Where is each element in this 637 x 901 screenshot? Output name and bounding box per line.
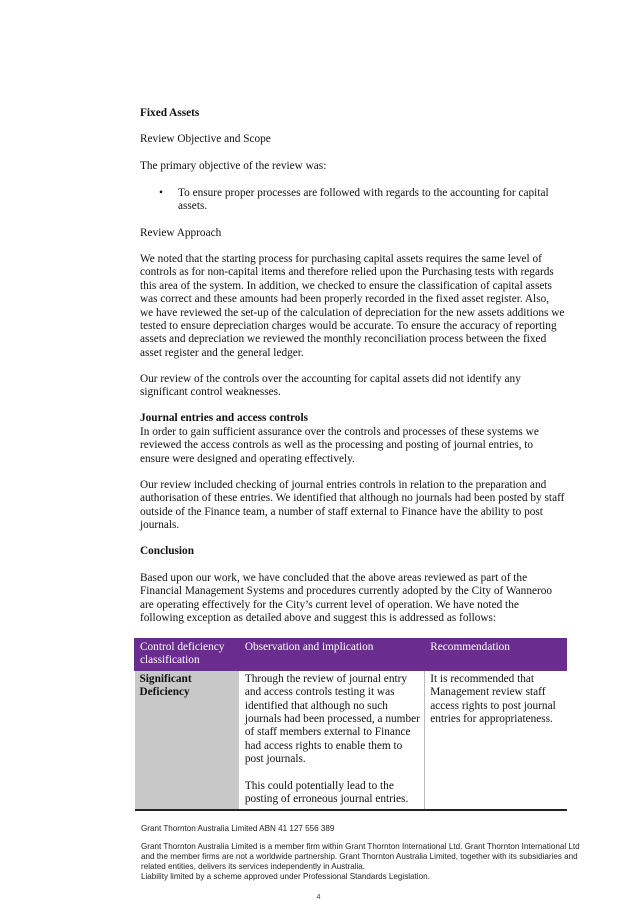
objective-intro: The primary objective of the review was: — [140, 160, 327, 172]
journal-entries-heading: Journal entries and access controls — [140, 412, 308, 424]
journal-entries-paragraph-1: In order to gain sufficient assurance over the controls and processes of these systems we reviewed the access controls as well as the processing and posting of journal entries, to ensure were designed and operating effectively. — [140, 426, 539, 465]
fixed-assets-heading: Fixed Assets — [140, 107, 200, 119]
conclusion-paragraph: Based upon our work, we have concluded that the above areas reviewed as part of the Financial Management Systems and procedures currently adopted by the City of Wanneroo are operating effectively for the City’s current level of operation. We have noted the following exception as detailed above and suggest this is addressed as follows: — [140, 572, 553, 625]
table-row — [135, 670, 567, 810]
objective-bullet-text: To ensure proper processes are followed with regards to the accounting for capital assets. — [178, 187, 549, 213]
bullet-icon: • — [159, 187, 163, 199]
approach-heading: Review Approach — [140, 227, 222, 239]
header-classification: Control deficiency classification — [135, 639, 240, 671]
header-observation: Observation and implication — [239, 639, 424, 671]
findings-table — [134, 638, 567, 811]
fixed-assets-finding: Our review of the controls over the accounting for capital assets did not identify any significant control weaknesses. — [140, 373, 521, 399]
classification-cell: Significant Deficiency — [135, 670, 240, 810]
footer-abn: Grant Thornton Australia Limited ABN 41 127 556 389 — [141, 824, 335, 833]
conclusion-heading: Conclusion — [140, 545, 194, 557]
approach-paragraph: We noted that the starting process for purchasing capital assets requires the same level of controls as for non-capital items and therefore relied upon the Purchasing tests with regards this area of the system. In addition, we checked to ensure the classification of capital assets was correct and these amounts had been properly recorded in the fixed asset register. Also, we have reviewed the set-up of the calculation of depreciation for the new assets additions we tested to ensure depreciation charges would be accurate. To ensure the accuracy of reporting assets and depreciation we reviewed the monthly reconciliation process between the fixed asset register and the general ledger. — [140, 253, 565, 359]
footer-disclaimer: Grant Thornton Australia Limited is a member firm within Grant Thornton International Ltd. Grant Thornton International Ltd and the member firms are not a worldwide partnership. Grant Thornton Australia Limited, together with its subsidiaries and related entities, delivers its services independently in Australia. — [141, 842, 580, 871]
footer-liability: Liability limited by a scheme approved under Professional Standards Legislation. — [141, 872, 430, 881]
implication-text: This could potentially lead to the posting of erroneous journal entries. — [244, 780, 409, 806]
objective-heading: Review Objective and Scope — [140, 133, 271, 145]
header-recommendation: Recommendation — [425, 639, 567, 671]
observation-cell — [239, 670, 424, 810]
recommendation-cell: It is recommended that Management review staff access rights to post journal entries for appropriateness. — [430, 672, 556, 726]
table-header-row — [135, 639, 567, 671]
page-number: 4 — [316, 892, 321, 901]
journal-entries-paragraph-2: Our review included checking of journal entries controls in relation to the preparation and authorisation of these entries. We identified that although no journals had been posted by staff outside of the Finance team, a number of staff external to Finance have the ability to post journals. — [140, 479, 565, 532]
observation-text: Through the review of journal entry and access controls testing it was identified that although no such journals had been processed, a number of staff members external to Finance had access rights to enable them to post journals. — [244, 672, 420, 766]
